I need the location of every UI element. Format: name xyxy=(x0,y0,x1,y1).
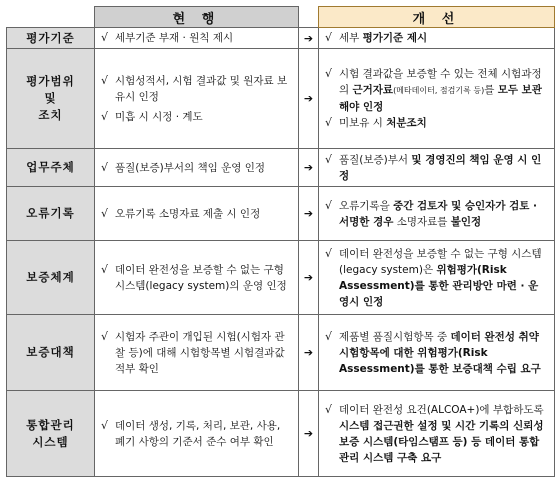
check-icon: √ xyxy=(325,116,333,129)
header-row xyxy=(7,7,555,28)
header-blank xyxy=(7,7,95,28)
current-cell: √ 품질(보증)부서의 책임 운영 인정 xyxy=(95,149,299,187)
current-cell: √ 시험자 주관이 개입된 시험(시험자 관찰 등)에 대해 시험항목별 시험결과값 적부 확인 xyxy=(95,315,299,391)
header-arrow-blank xyxy=(299,7,319,28)
row-label: 보증체계 xyxy=(7,241,95,315)
row-label: 보증대책 xyxy=(7,315,95,391)
row-label: 평가범위 및 조치 xyxy=(7,49,95,149)
check-icon: √ xyxy=(101,73,109,87)
arrow-icon: ➔ xyxy=(299,28,319,49)
check-icon: √ xyxy=(325,402,333,416)
check-icon: √ xyxy=(101,31,109,44)
table-row xyxy=(7,241,555,315)
improved-cell: √ 품질(보증)부서 및 경영진의 책임 운영 시 인정 xyxy=(319,149,555,187)
arrow-icon: ➔ xyxy=(299,315,319,391)
check-icon: √ xyxy=(101,418,109,432)
check-icon: √ xyxy=(325,329,333,343)
check-icon: √ xyxy=(101,206,109,220)
row-label: 평가기준 xyxy=(7,28,95,49)
improved-cell: √ 시험 결과값을 보증할 수 있는 전체 시험과정의 근거자료(메타데이터, 점검기록 등)를 모두 보관해야 인정 √ 미보유 시 처분조치 xyxy=(319,49,555,149)
arrow-icon: ➔ xyxy=(299,241,319,315)
improved-cell: √ 데이터 완전성 요건(ALCOA+)에 부합하도록 시스템 접근권한 설정 및 시간 기록의 신뢰성 보증 시스템(타임스탬프 등) 등 데이터 통합관리 시스템 구축 요구 xyxy=(319,391,555,477)
comparison-table xyxy=(6,6,555,477)
header-improved: 개 선 xyxy=(319,7,555,28)
table-row xyxy=(7,28,555,49)
arrow-icon: ➔ xyxy=(299,391,319,477)
improved-cell: √ 오류기록을 중간 검토자 및 승인자가 검토 · 서명한 경우 소명자료를 불인정 xyxy=(319,187,555,241)
table-row xyxy=(7,149,555,187)
improved-cell: √ 제품별 품질시험항목 중 데이터 완전성 취약 시험항목에 대한 위험평가(Risk Assessment)를 통한 보증대책 수립 요구 xyxy=(319,315,555,391)
check-icon: √ xyxy=(325,31,333,44)
check-icon: √ xyxy=(101,109,109,123)
improved-cell: √ 데이터 완전성을 보증할 수 없는 구형 시스템(legacy system)은 위험평가(Risk Assessment)를 통한 관리방안 마련 · 운영시 인정 xyxy=(319,241,555,315)
check-icon: √ xyxy=(325,198,333,212)
table-row xyxy=(7,315,555,391)
row-label: 업무주체 xyxy=(7,149,95,187)
header-current: 현 행 xyxy=(95,7,299,28)
arrow-icon: ➔ xyxy=(299,149,319,187)
check-icon: √ xyxy=(325,67,333,80)
row-label: 통합관리 시스템 xyxy=(7,391,95,477)
improved-cell: √ 세부 평가기준 제시 xyxy=(319,28,555,49)
current-cell: √ 세부기준 부재 · 원칙 제시 xyxy=(95,28,299,49)
comparison-table-wrapper xyxy=(6,6,554,477)
current-cell: √ 데이터 생성, 기록, 처리, 보관, 사용, 폐기 사항의 기준서 준수 여부 확인 xyxy=(95,391,299,477)
table-row xyxy=(7,49,555,149)
table-row xyxy=(7,391,555,477)
check-icon: √ xyxy=(325,246,333,260)
check-icon: √ xyxy=(101,329,109,343)
check-icon: √ xyxy=(101,160,109,174)
arrow-icon: ➔ xyxy=(299,187,319,241)
current-cell: √ 오류기록 소명자료 제출 시 인정 xyxy=(95,187,299,241)
arrow-icon: ➔ xyxy=(299,49,319,149)
current-cell: √ 시험성적서, 시험 결과값 및 원자료 보유시 인정 √ 미흡 시 시정 · 계도 xyxy=(95,49,299,149)
check-icon: √ xyxy=(325,152,333,166)
row-label: 오류기록 xyxy=(7,187,95,241)
current-cell: √ 데이터 완전성을 보증할 수 없는 구형 시스템(legacy system)의 운영 인정 xyxy=(95,241,299,315)
check-icon: √ xyxy=(101,262,109,276)
table-row xyxy=(7,187,555,241)
